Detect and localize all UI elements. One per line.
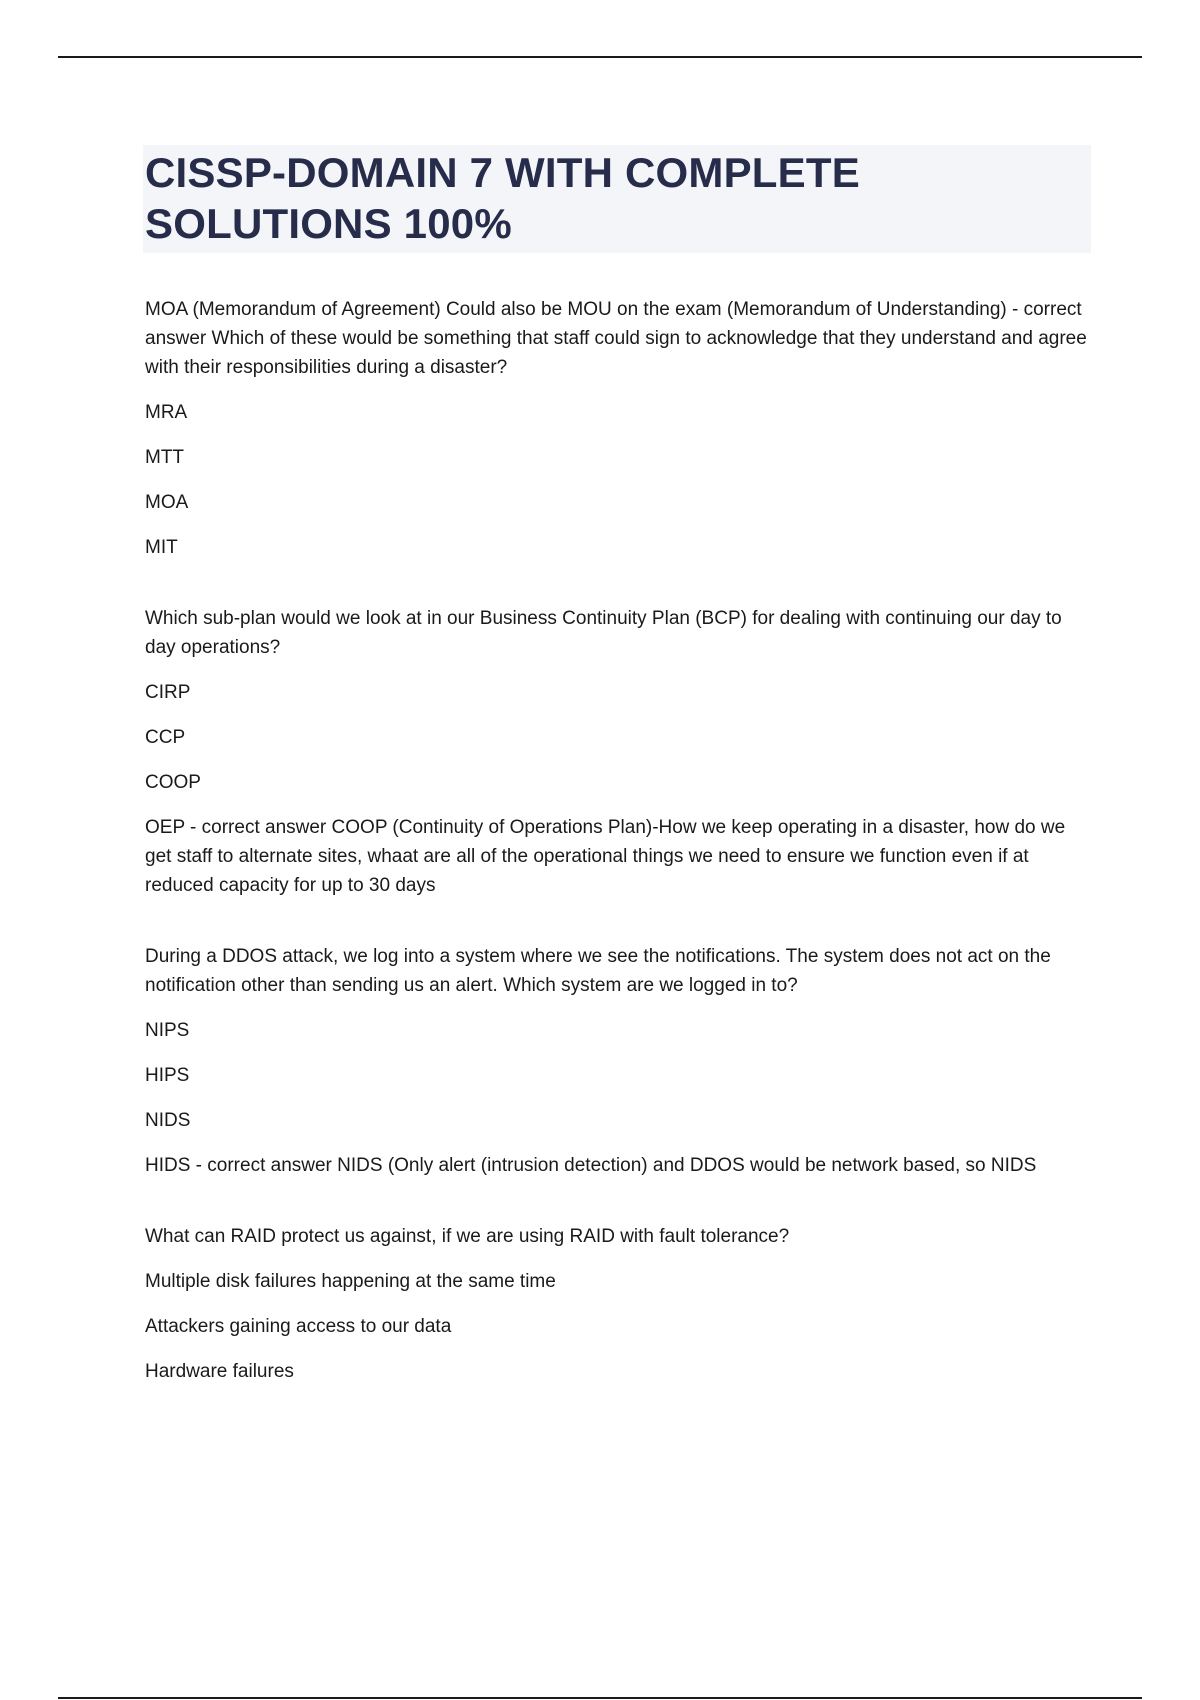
question-text: MOA (Memorandum of Agreement) Could also be MOU on the exam (Memorandum of Understanding) - correct answer Which of these would be something that staff could sign to acknowledge that they understand and agree with their responsibilities during a disaster? xyxy=(145,299,1087,378)
answer-option: NIDS xyxy=(145,1110,191,1131)
answer-option: MTT xyxy=(145,447,185,468)
question-text: What can RAID protect us against, if we are using RAID with fault tolerance? xyxy=(145,1226,790,1247)
footer-rule xyxy=(58,1697,1142,1699)
answer-option: NIPS xyxy=(145,1020,190,1041)
question-text: During a DDOS attack, we log into a system where we see the notifications. The system does not act on the notification other than sending us an alert. Which system are we logged in to? xyxy=(145,946,1051,996)
document-title: CISSP-DOMAIN 7 WITH COMPLETE SOLUTIONS 100% xyxy=(145,149,860,247)
question-block xyxy=(145,942,1089,1180)
answer-option: Hardware failures xyxy=(145,1361,294,1382)
answer-option: Attackers gaining access to our data xyxy=(145,1316,452,1337)
answer-option: OEP - correct answer COOP (Continuity of Operations Plan)-How we keep operating in a disaster, how do we get staff to alternate sites, whaat are all of the operational things we need to ensure we function even if at reduced capacity for up to 30 days xyxy=(145,817,1066,896)
answer-option: Multiple disk failures happening at the same time xyxy=(145,1271,556,1292)
answer-option: MRA xyxy=(145,402,188,423)
question-list xyxy=(145,295,1089,1386)
answer-option: HIPS xyxy=(145,1065,190,1086)
title-banner xyxy=(143,145,1091,253)
answer-option: MIT xyxy=(145,537,178,558)
document-body xyxy=(145,145,1089,1428)
question-text: Which sub-plan would we look at in our Business Continuity Plan (BCP) for dealing with continuing our day to day operations? xyxy=(145,608,1062,658)
answer-option: MOA xyxy=(145,492,189,513)
answer-option: CIRP xyxy=(145,682,191,703)
header-rule xyxy=(58,56,1142,58)
answer-option: CCP xyxy=(145,727,186,748)
question-block xyxy=(145,295,1089,562)
question-block xyxy=(145,1222,1089,1386)
answer-option: HIDS - correct answer NIDS (Only alert (intrusion detection) and DDOS would be network based, so NIDS xyxy=(145,1155,1037,1176)
answer-option: COOP xyxy=(145,772,201,793)
question-block xyxy=(145,604,1089,900)
